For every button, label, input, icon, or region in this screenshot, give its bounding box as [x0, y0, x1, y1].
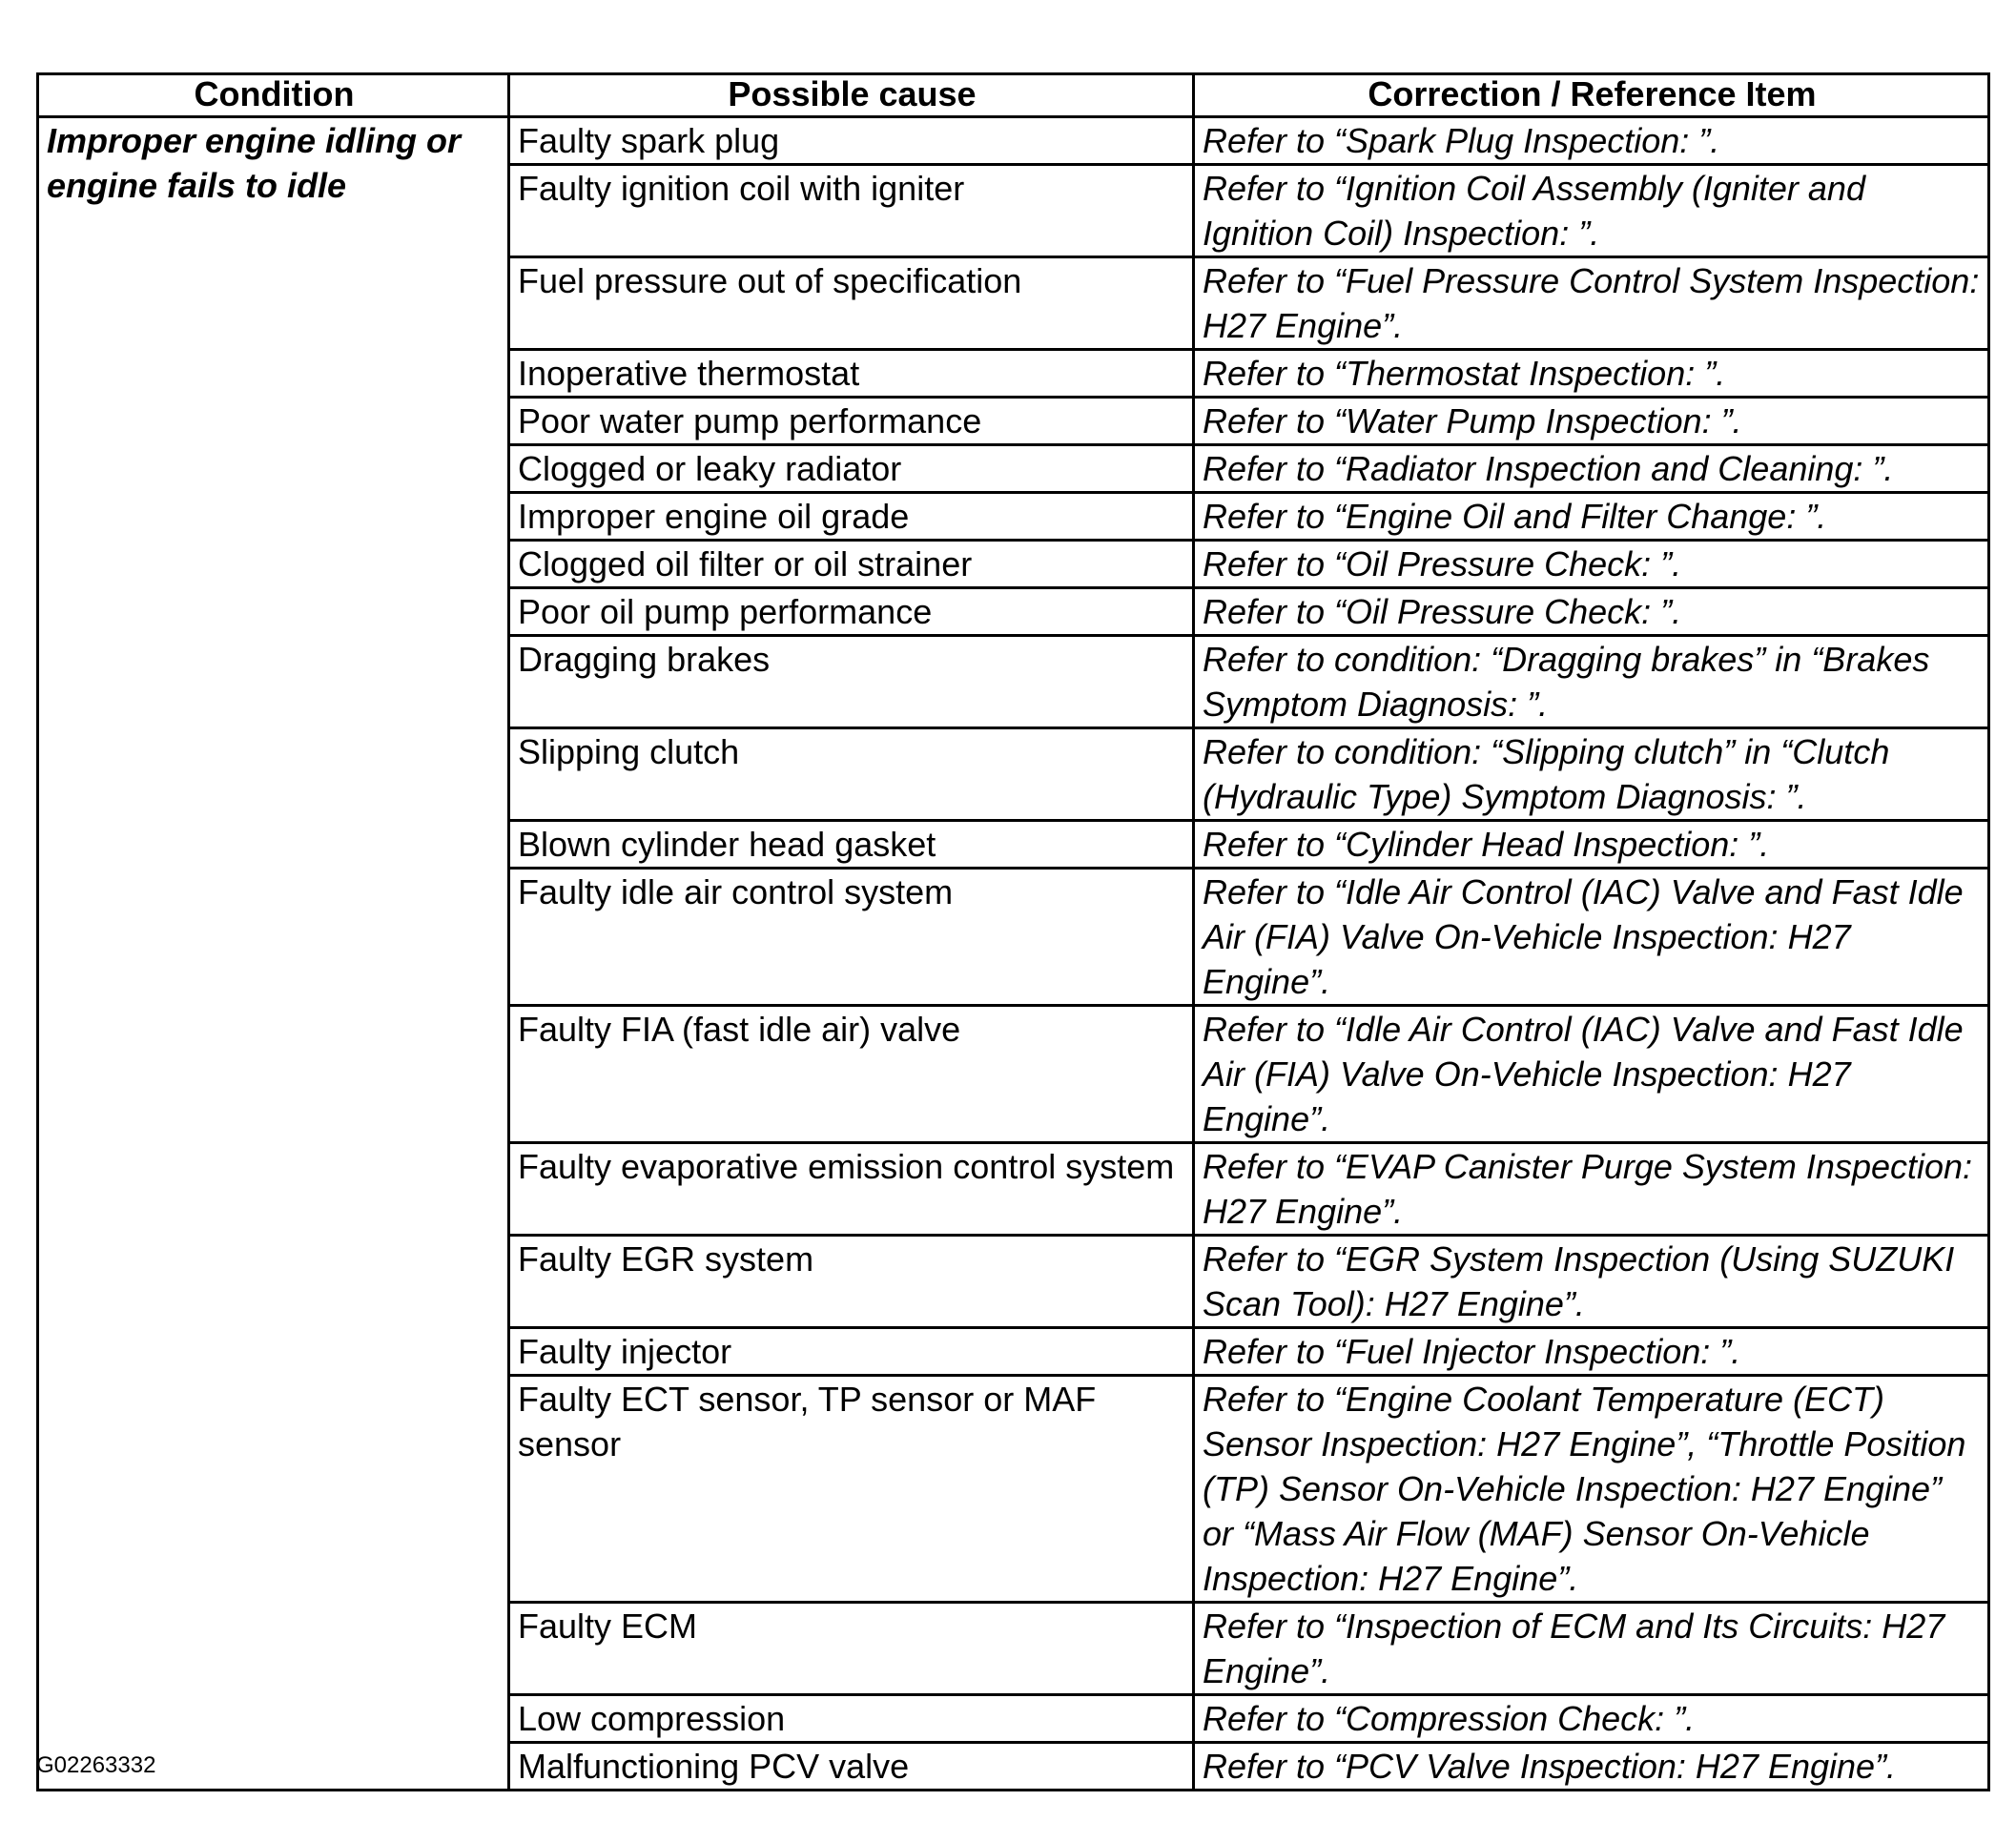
correction-cell: Refer to “Inspection of ECM and Its Circuits: H27 Engine”.: [1194, 1603, 1989, 1695]
correction-cell: Refer to “Fuel Pressure Control System Inspection: H27 Engine”.: [1194, 257, 1989, 350]
cause-cell: Poor oil pump performance: [509, 588, 1194, 636]
correction-cell: Refer to “Spark Plug Inspection: ”.: [1194, 117, 1989, 165]
correction-cell: Refer to condition: “Dragging brakes” in “Brakes Symptom Diagnosis: ”.: [1194, 636, 1989, 728]
cause-cell: Low compression: [509, 1695, 1194, 1743]
cause-cell: Faulty evaporative emission control system: [509, 1143, 1194, 1236]
cause-cell: Clogged or leaky radiator: [509, 445, 1194, 493]
correction-cell: Refer to “Engine Oil and Filter Change: ”.: [1194, 493, 1989, 541]
correction-cell: Refer to “Compression Check: ”.: [1194, 1695, 1989, 1743]
correction-cell: Refer to “Ignition Coil Assembly (Igniter and Ignition Coil) Inspection: ”.: [1194, 165, 1989, 257]
cause-cell: Poor water pump performance: [509, 398, 1194, 445]
cause-cell: Faulty EGR system: [509, 1236, 1194, 1328]
correction-cell: Refer to “Water Pump Inspection: ”.: [1194, 398, 1989, 445]
correction-cell: Refer to “Oil Pressure Check: ”.: [1194, 588, 1989, 636]
correction-cell: Refer to “Engine Coolant Temperature (ECT) Sensor Inspection: H27 Engine”, “Throttle Position (TP) Sensor On-Vehicle Inspection: H27 Engine” or “Mass Air Flow (MAF) Sensor On-Vehicle Inspection: H27 Engine”.: [1194, 1376, 1989, 1603]
header-possible-cause: Possible cause: [509, 74, 1194, 117]
correction-cell: Refer to “Idle Air Control (IAC) Valve and Fast Idle Air (FIA) Valve On-Vehicle Inspection: H27 Engine”.: [1194, 1006, 1989, 1143]
cause-cell: Fuel pressure out of specification: [509, 257, 1194, 350]
correction-cell: Refer to “Idle Air Control (IAC) Valve and Fast Idle Air (FIA) Valve On-Vehicle Inspection: H27 Engine”.: [1194, 869, 1989, 1006]
cause-cell: Faulty spark plug: [509, 117, 1194, 165]
cause-cell: Faulty FIA (fast idle air) valve: [509, 1006, 1194, 1143]
header-condition: Condition: [38, 74, 509, 117]
correction-cell: Refer to “Thermostat Inspection: ”.: [1194, 350, 1989, 398]
cause-cell: Faulty ECM: [509, 1603, 1194, 1695]
header-row: [38, 74, 1989, 117]
diagnosis-table: [36, 72, 1990, 1791]
cause-cell: Faulty ignition coil with igniter: [509, 165, 1194, 257]
correction-cell: Refer to “Fuel Injector Inspection: ”.: [1194, 1328, 1989, 1376]
cause-cell: Faulty injector: [509, 1328, 1194, 1376]
cause-cell: Dragging brakes: [509, 636, 1194, 728]
cause-cell: Blown cylinder head gasket: [509, 821, 1194, 869]
cause-cell: Improper engine oil grade: [509, 493, 1194, 541]
cause-cell: Faulty idle air control system: [509, 869, 1194, 1006]
figure-id: G02263332: [36, 1752, 156, 1778]
cause-cell: Inoperative thermostat: [509, 350, 1194, 398]
correction-cell: Refer to “EGR System Inspection (Using SUZUKI Scan Tool): H27 Engine”.: [1194, 1236, 1989, 1328]
cause-cell: Slipping clutch: [509, 728, 1194, 821]
correction-cell: Refer to “Oil Pressure Check: ”.: [1194, 541, 1989, 588]
condition-cell: Improper engine idling or engine fails to idle: [38, 117, 509, 1791]
correction-cell: Refer to “EVAP Canister Purge System Inspection: H27 Engine”.: [1194, 1143, 1989, 1236]
cause-cell: Clogged oil filter or oil strainer: [509, 541, 1194, 588]
table-row: [38, 117, 1989, 165]
correction-cell: Refer to “Cylinder Head Inspection: ”.: [1194, 821, 1989, 869]
correction-cell: Refer to condition: “Slipping clutch” in “Clutch (Hydraulic Type) Symptom Diagnosis: ”.: [1194, 728, 1989, 821]
correction-cell: Refer to “PCV Valve Inspection: H27 Engine”.: [1194, 1743, 1989, 1791]
correction-cell: Refer to “Radiator Inspection and Cleaning: ”.: [1194, 445, 1989, 493]
header-correction: Correction / Reference Item: [1194, 74, 1989, 117]
cause-cell: Faulty ECT sensor, TP sensor or MAF sensor: [509, 1376, 1194, 1603]
cause-cell: Malfunctioning PCV valve: [509, 1743, 1194, 1791]
